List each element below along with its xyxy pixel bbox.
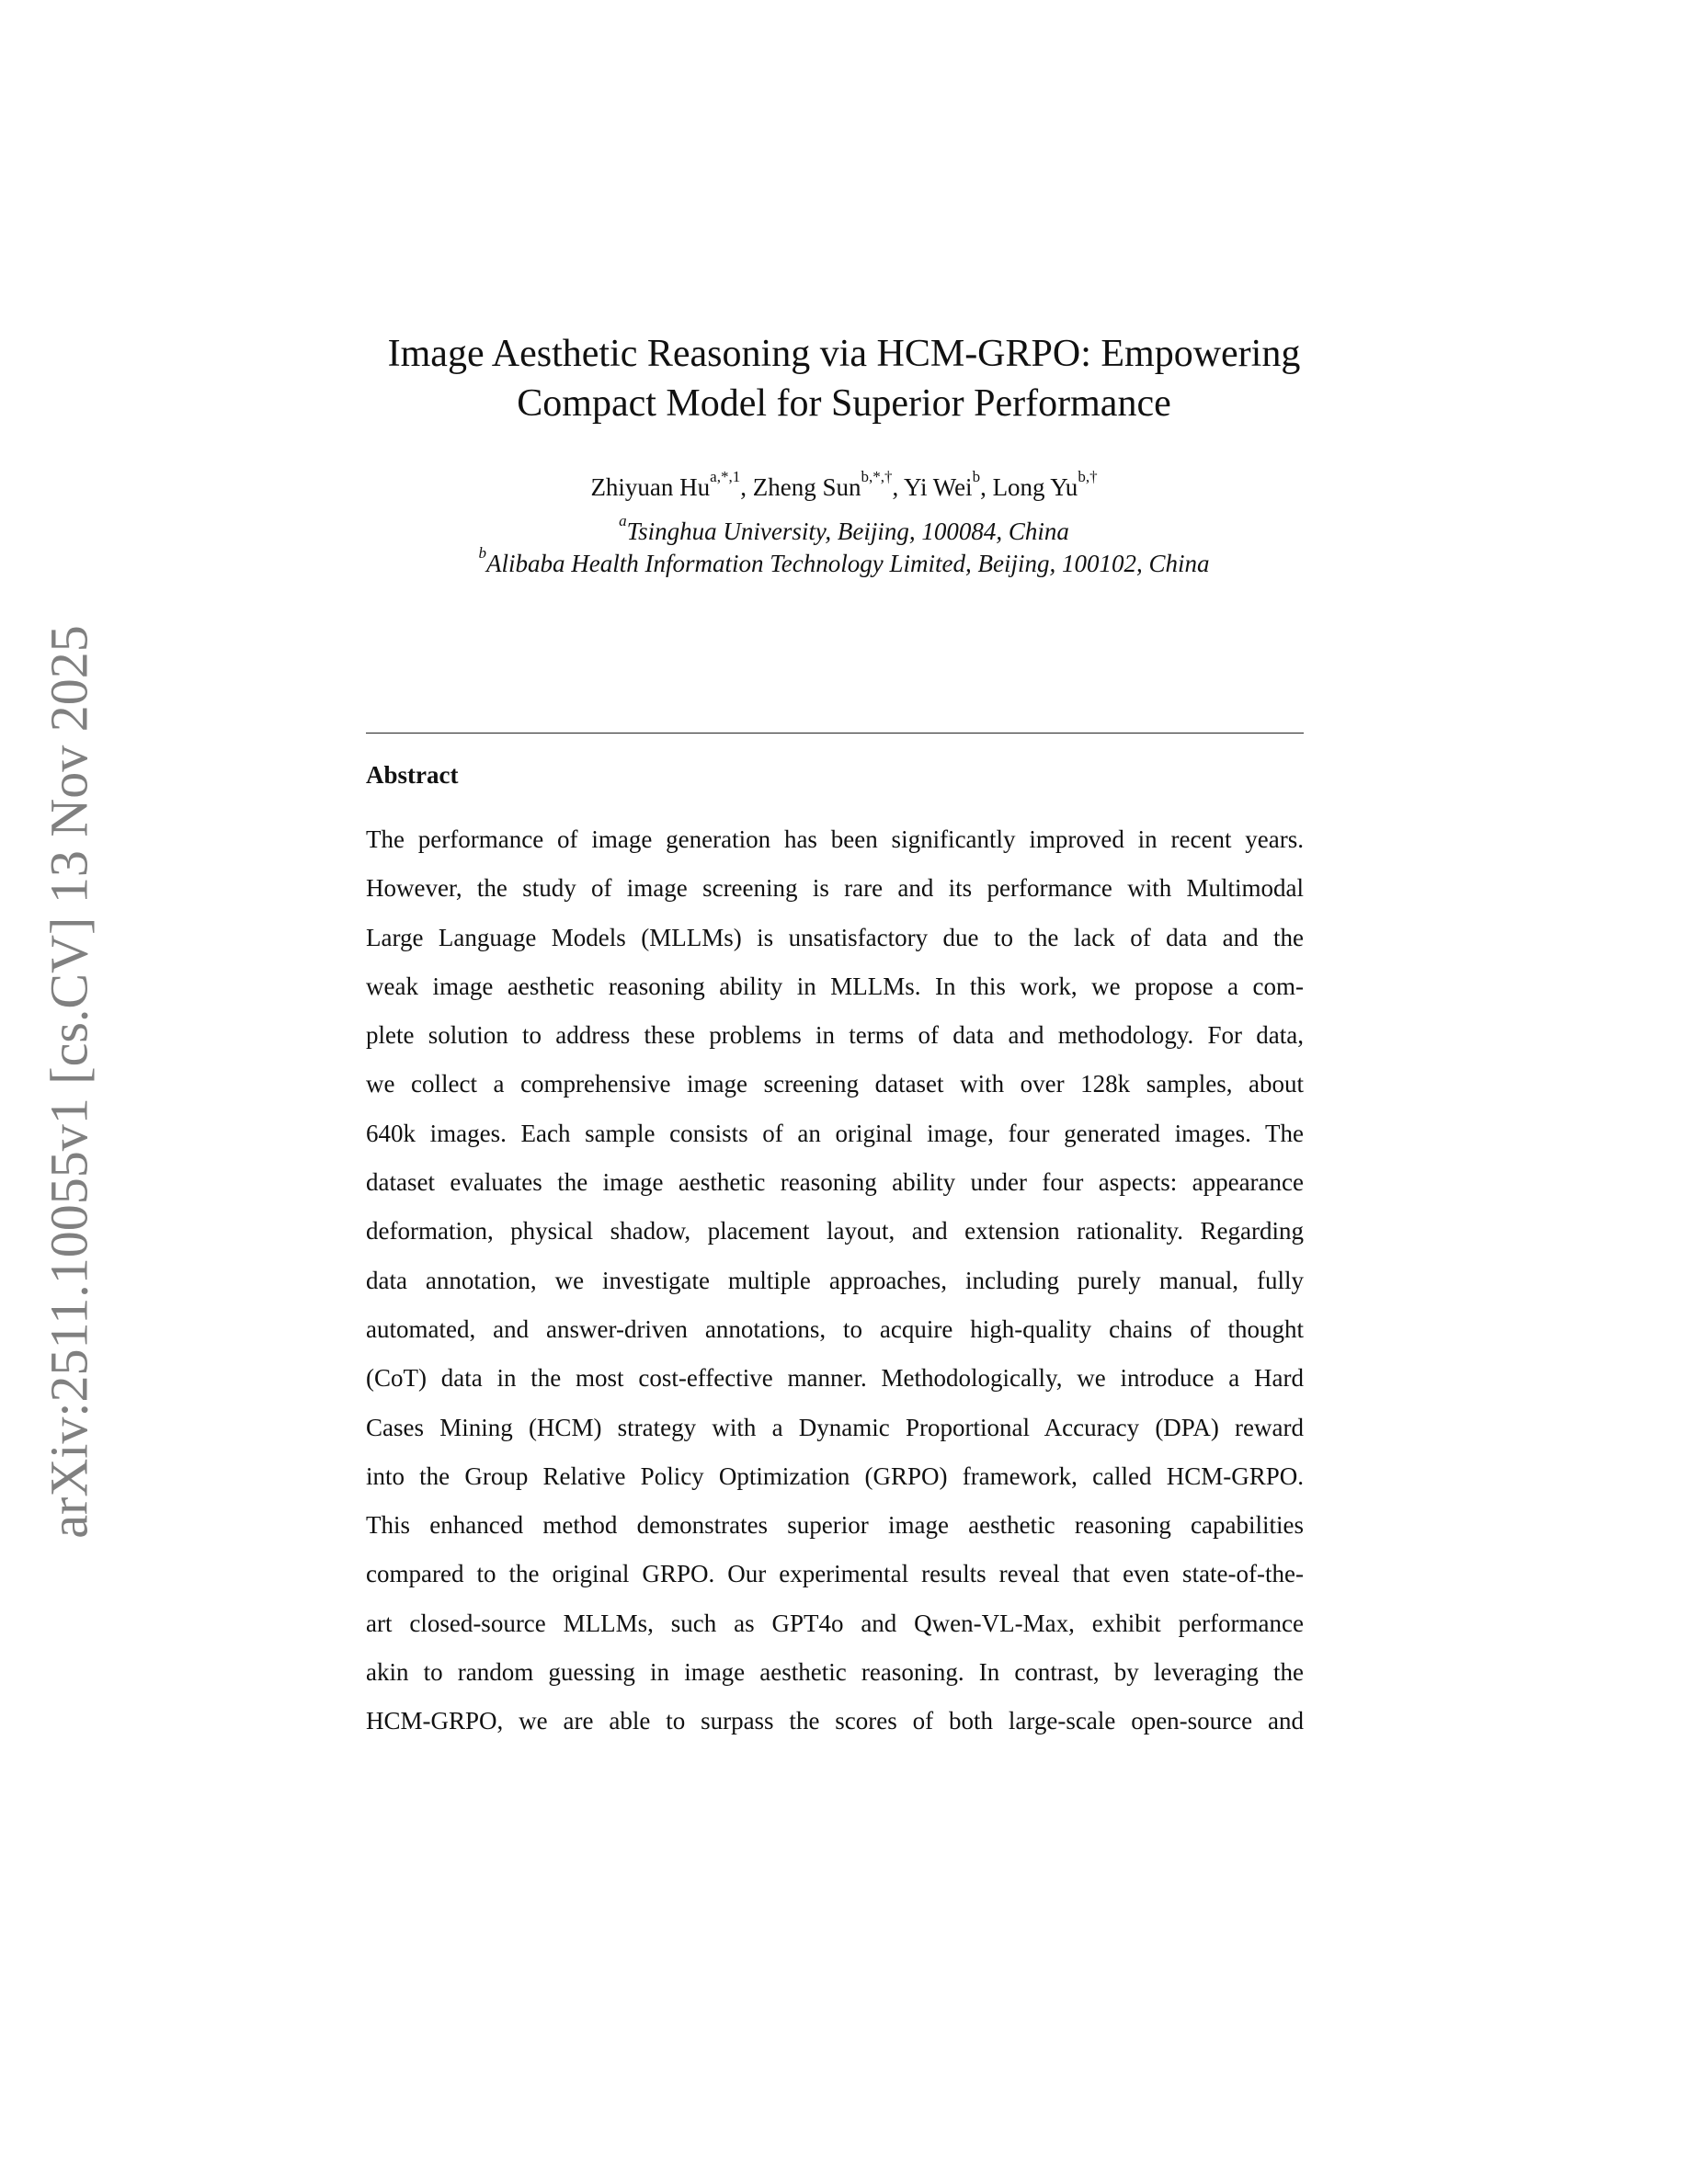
abstract-line: into the Group Relative Policy Optimization (GRPO) framework, called HCM-GRPO.: [366, 1462, 1304, 1490]
abstract-line: data annotation, we investigate multiple approaches, including purely manual, fully: [366, 1266, 1304, 1294]
abstract-line: 640k images. Each sample consists of an original image, four generated images. The: [366, 1119, 1304, 1147]
abstract-line: art closed-source MLLMs, such as GPT4o and Qwen-VL-Max, exhibit performance: [366, 1609, 1304, 1637]
abstract-body: [366, 824, 1304, 1755]
author-affiliation-mark: b: [972, 468, 981, 485]
abstract-line: dataset evaluates the image aesthetic reasoning ability under four aspects: appearance: [366, 1168, 1304, 1197]
horizontal-rule: [366, 733, 1304, 734]
author-affiliation-mark: a,*,1: [710, 468, 741, 485]
arxiv-identifier-stamp: arXiv:2511.10055v1 [cs.CV] 13 Nov 2025: [39, 625, 99, 1539]
affiliation-b: [0, 544, 1688, 578]
abstract-line: akin to random guessing in image aesthetic reasoning. In contrast, by leveraging the: [366, 1658, 1304, 1687]
author-name: Zhiyuan Hu: [590, 473, 711, 501]
abstract-line: compared to the original GRPO. Our experimental results reveal that even state-of-the-: [366, 1560, 1304, 1588]
abstract-line: The performance of image generation has been significantly improved in recent years.: [366, 825, 1304, 853]
affiliation-text: Tsinghua University, Beijing, 100084, China: [626, 518, 1069, 545]
author-affiliation-mark: b,*,†: [861, 468, 893, 485]
abstract-line: This enhanced method demonstrates superior image aesthetic reasoning capabilities: [366, 1511, 1304, 1540]
abstract-heading: Abstract: [366, 761, 459, 789]
author-name: Zheng Sun: [752, 473, 861, 501]
author-list: Zhiyuan $Hu^{a,*,1}$, Zheng Sun$^{b,*,\dagger}$, Yi Wei$^b$, Long $Yu^{b,\dagger}$: [590, 468, 1098, 501]
title-line-1: Image Aesthetic Reasoning via HCM-GRPO: Empowering: [387, 333, 1301, 375]
paper-title: [0, 329, 1688, 428]
abstract-line: we collect a comprehensive image screening dataset with over 128k samples, about: [366, 1070, 1304, 1098]
affiliation-a: [0, 512, 1688, 546]
abstract-line: Cases Mining (HCM) strategy with a Dynamic Proportional Accuracy (DPA) reward: [366, 1413, 1304, 1441]
abstract-line: automated, and answer-driven annotations, to acquire high-quality chains of thought: [366, 1314, 1304, 1343]
author-name: Yi Wei: [903, 473, 973, 501]
affiliation-mark: b: [478, 544, 487, 562]
abstract-line: deformation, physical shadow, placement layout, and extension rationality. Regarding: [366, 1217, 1304, 1246]
abstract-line: However, the study of image screening is rare and its performance with Multimodal: [366, 874, 1304, 903]
author-affiliation-mark: b,†: [1078, 468, 1098, 485]
abstract-line: (CoT) data in the most cost-effective manner. Methodologically, we introduce a Hard: [366, 1364, 1304, 1393]
affiliation-mark: a: [619, 512, 627, 529]
abstract-line: Large Language Models (MLLMs) is unsatisfactory due to the lack of data and the: [366, 923, 1304, 951]
affiliation-text: Alibaba Health Information Technology Limited, Beijing, 100102, China: [486, 550, 1210, 577]
abstract-line: plete solution to address these problems in terms of data and methodology. For data,: [366, 1021, 1304, 1050]
title-line-2: Compact Model for Superior Performance: [517, 382, 1171, 425]
author-name: Long Yu: [992, 473, 1078, 501]
abstract-line: weak image aesthetic reasoning ability in MLLMs. In this work, we propose a com-: [366, 972, 1304, 1000]
abstract-line: HCM-GRPO, we are able to surpass the scores of both large-scale open-source and: [366, 1707, 1304, 1735]
